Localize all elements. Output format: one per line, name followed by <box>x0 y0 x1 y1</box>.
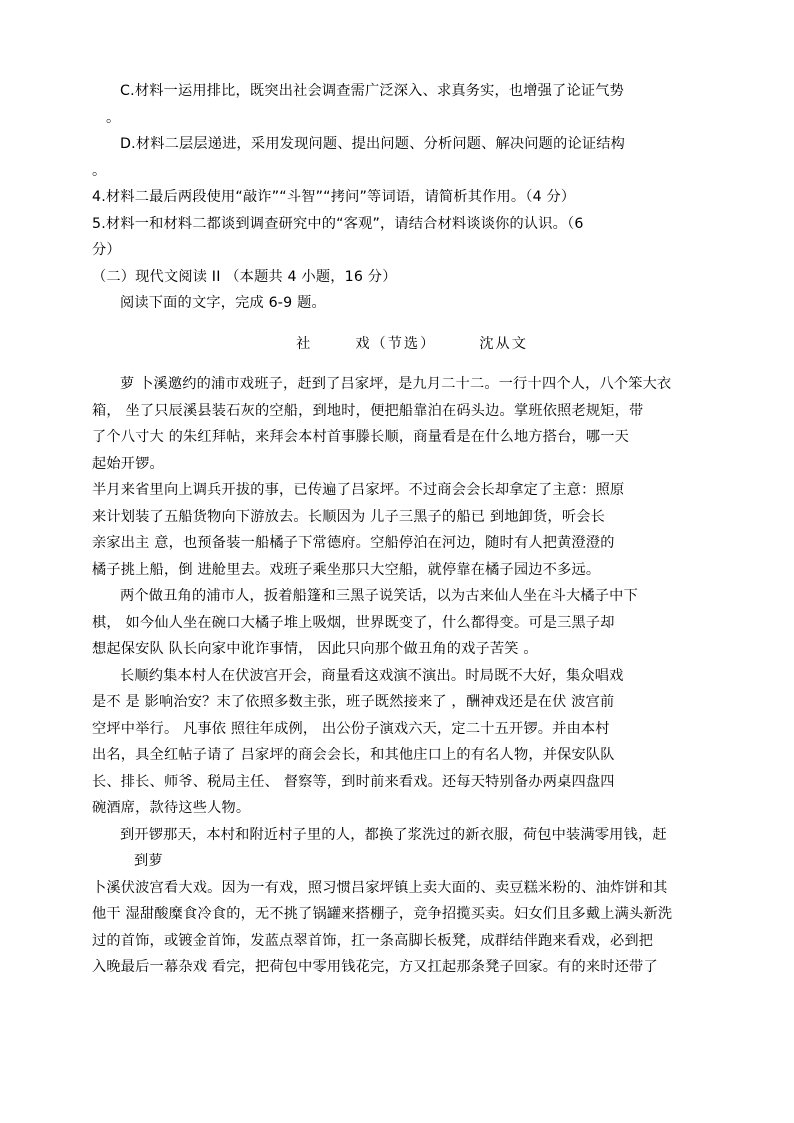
body-paragraph-line: 想起保安队 队长向家中讹诈事情， 因此只向那个做丑角的戏子苦笑 。 <box>92 641 538 658</box>
body-paragraph-line: 到萝 <box>134 853 163 870</box>
body-paragraph-line: 长、排长、师爷、税局主任、 督察等，到时前来看戏。还每天特别备办两桌四盘四 <box>92 773 615 790</box>
body-paragraph-line: 了个八寸大 的朱红拜帖，来拜会本村首事滕长顺，商量看是在什么地方搭台，哪一天 <box>92 429 630 446</box>
body-paragraph-line: 空坪中举行。 凡事依 照往年成例， 出公份子演戏六天，定二十五开锣。并由本村 <box>92 720 610 737</box>
reading-instruction: 阅读下面的文字，完成 6-9 题。 <box>120 295 326 311</box>
body-paragraph-line: 他干 湿甜酸糜食冷食的，无不挑了锅罐来搭棚子，竞争招揽买卖。妇女们且多戴上满头新洗 <box>92 906 673 923</box>
body-paragraph-line: 箱， 坐了只辰溪县装石灰的空船，到地时，便把船靠泊在码头边。掌班依照老规矩，带 <box>92 402 644 419</box>
body-paragraph: 到开锣那天，本村和附近村子里的人，都换了浆洗过的新衣服，荷包中装满零用钱，赶 <box>120 826 667 843</box>
body-paragraph: 半月来省里向上调兵开拔的事，已传遍了吕家坪。不过商会会长却拿定了主意：照原 <box>92 482 625 499</box>
option-item-c: C.材料一运用排比，既突出社会调查需广泛深入、求真务实，也增强了论证气势 <box>120 83 624 99</box>
work-title: 社 <box>296 335 313 352</box>
work-author: 沈从文 <box>479 335 528 352</box>
question-5-line-1: 5.材料一和材料二都谈到调查研究中的“客观”，请结合材料谈谈你的认识。（6 <box>92 215 584 232</box>
body-paragraph-line: 来计划装了五船货物向下游放去。长顺因为 儿子三黑子的船已 到地卸货，听会长 <box>92 508 605 525</box>
question-5-line-2: 分） <box>92 242 121 258</box>
question-4: 4.材料二最后两段使用“敲诈”“斗智”“拷问”等词语，请简析其作用。（4 分） <box>92 189 576 205</box>
body-paragraph-line: 过的首饰，或镀金首饰，发蓝点翠首饰，扛一条高脚长板凳，成群结伴跑来看戏，必到把 <box>92 932 654 949</box>
work-subtitle: 戏（节选） <box>355 335 437 352</box>
body-paragraph: 长顺约集本村人在伏波宫开会，商量看这戏演不演出。时局既不大好，集众唱戏 <box>120 667 624 684</box>
body-paragraph-line: 橘子挑上船，倒 进舱里去。戏班子乘坐那只大空船，就停靠在橘子园边不多远。 <box>92 561 601 578</box>
body-paragraph: 萝 卜溪邀约的浦市戏班子，赶到了吕家坪，是九月二十二。一行十四个人，八个笨大衣 <box>120 376 672 393</box>
body-paragraph-line: 亲家出主 意，也预备装一船橘子下常德府。空船停泊在河边，随时有人把黄澄澄的 <box>92 535 615 552</box>
body-paragraph: 两个做丑角的浦市人，扳着船篷和三黑子说笑话，以为古来仙人坐在斗大橘子中下 <box>120 588 638 605</box>
option-item-d-continuation: 。 <box>92 162 107 179</box>
option-item-c-continuation: 。 <box>106 109 121 126</box>
body-paragraph-line: 是不 是 影响治安？末了依照多数主张，班子既然接来了 ，酬神戏还是在伏 波宫前 <box>92 694 615 711</box>
body-paragraph-line: 起始开锣。 <box>92 455 164 472</box>
body-paragraph: 卜溪伏波宫看大戏。因为一有戏，照习惯吕家坪镇上卖大面的、卖豆糕米粉的、油炸饼和其 <box>92 879 668 896</box>
body-paragraph-line: 棋， 如今仙人坐在碗口大橘子堆上吸烟，世界既变了，什么都得变。可是三黑子却 <box>92 614 615 631</box>
work-title-line <box>92 331 732 358</box>
body-paragraph-line: 入晚最后一幕杂戏 看完，把荷包中零用钱花完，方又扛起那条凳子回家。有的来时还带了 <box>92 959 658 976</box>
body-paragraph-line: 碗酒席，款待这些人物。 <box>92 800 251 817</box>
body-paragraph-line: 出名，具全红帖子请了 吕家坪的商会会长，和其他庄口上的有名人物，并保安队队 <box>92 747 615 764</box>
section-heading-reading-2: （二）现代文阅读 II （本题共 4 小题，16 分） <box>92 268 397 285</box>
option-item-d: D.材料二层层递进，采用发现问题、提出问题、分析问题、解决问题的论证结构 <box>120 136 626 152</box>
